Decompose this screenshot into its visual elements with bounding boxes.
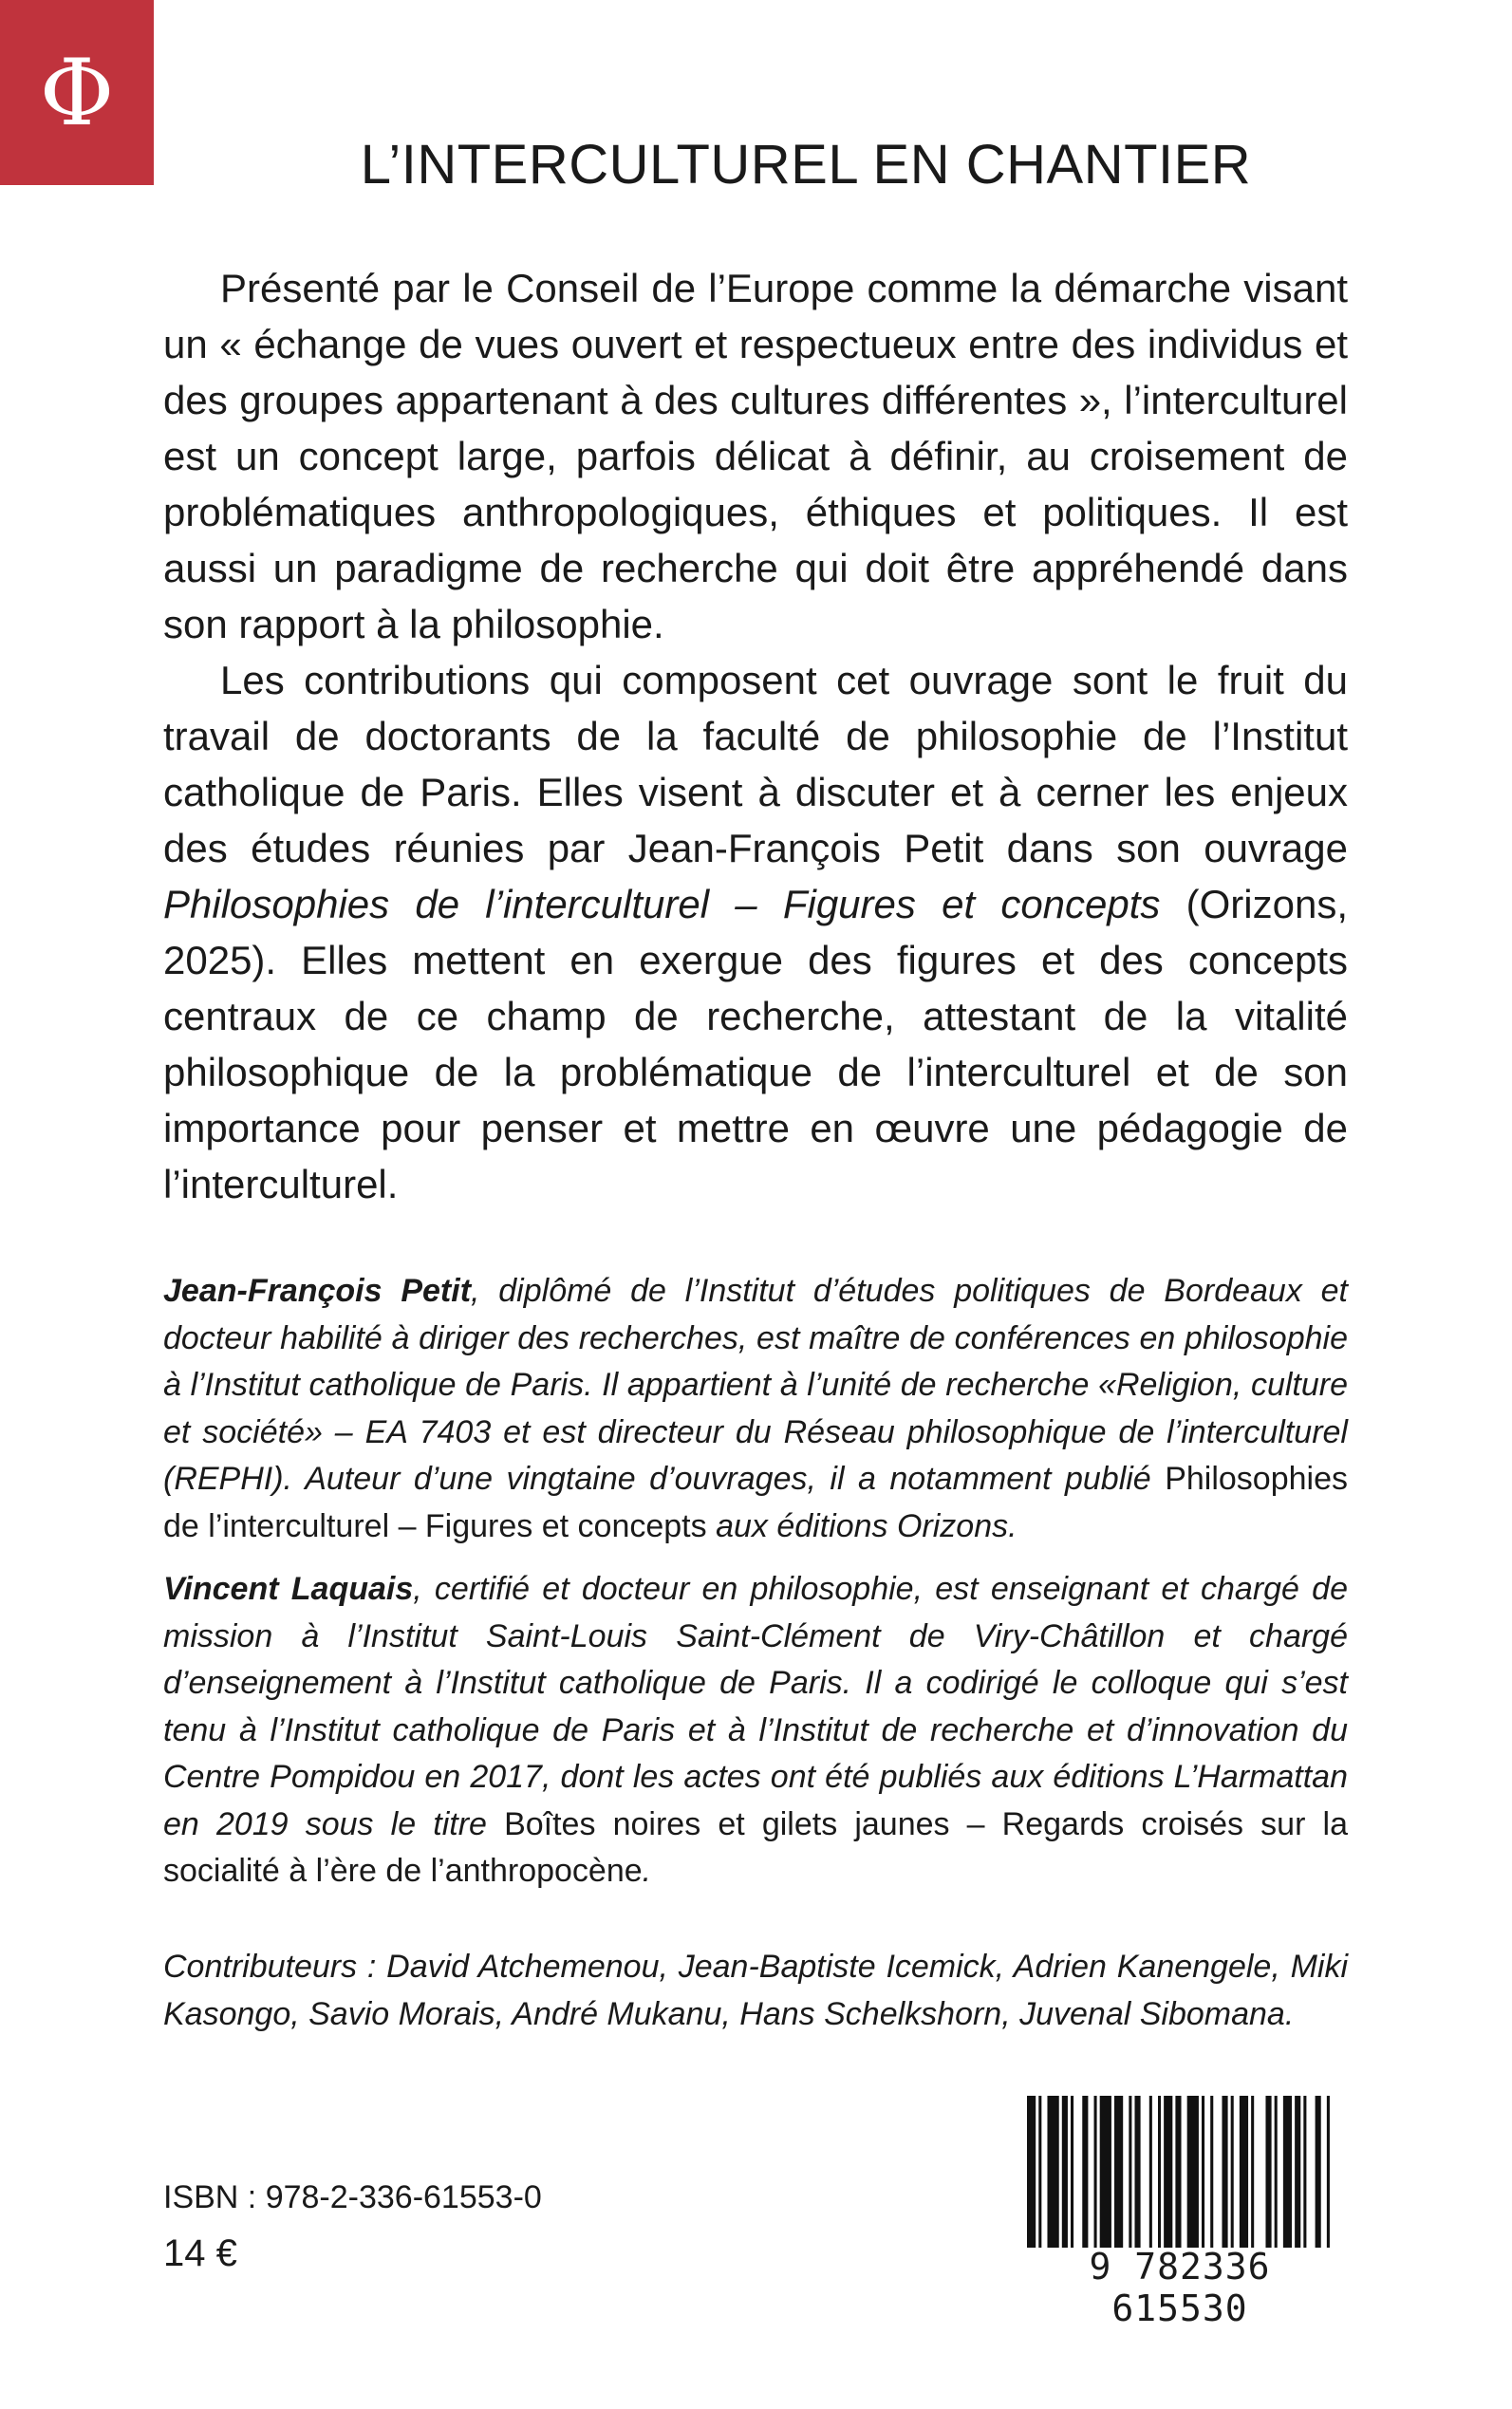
summary-paragraph-2 — [163, 652, 1348, 1212]
author-work-title: Philosophies de l’interculturel – Figures et concepts — [163, 1461, 1348, 1544]
summary-paragraph-1: Présenté par le Conseil de l’Europe comme la démarche visant un « échange de vues ouvert et respectueux entre des individus et des groupes appartenant à des cultures différentes », l’interculturel est un concept large, parfois délicat à définir, au croisement de problématiques anthropologiques, éthiques et politiques. Il est aussi un paradigme de recherche qui doit être appréhendé dans son rapport à la philosophie. — [163, 266, 1348, 646]
contributors-list: Contributeurs : David Atchemenou, Jean-Baptiste Icemick, Adrien Kanengele, Miki Kasongo, Savio Morais, André Mukanu, Hans Schelkshorn, Juvenal Sibomana. — [163, 1949, 1348, 2032]
author-bio-text: , diplômé de l’Institut d’études politiques de Bordeaux et docteur habilité à diriger des recherches, est maître de conférences en philosophie à l’Institut catholique de Paris. Il appartient à l’unité de recherche «Religion, culture et société» – EA 7403 et est directeur du Réseau philosophique de l’interculturel (REPHI). Auteur d’une vingtaine d’ouvrages, il a notamment publié — [163, 1273, 1348, 1497]
book-summary — [163, 260, 1348, 1212]
barcode-digits: 9 782336 615530 — [1089, 2246, 1271, 2329]
summary-text: Les contributions qui composent cet ouvrage sont le fruit du travail de doctorants de la faculté de philosophie de l’Institut catholique de Paris. Elles visent à discuter et à cerner les enjeux des études réunies par Jean-François Petit dans son ouvrage — [163, 658, 1348, 870]
phi-logo-icon: Φ — [39, 39, 115, 146]
summary-text: (Orizons, 2025). Elles mettent en exergue des figures et des concepts centraux de ce champ de recherche, attestant de la vitalité philosophique de la problématique de l’interculturel et de son importance pour penser et mettre en œuvre une pédagogie de l’interculturel. — [163, 882, 1349, 1206]
author-work-title: Boîtes noires et gilets jaunes – Regards croisés sur la socialité à l’ère de l’anthropocène — [163, 1805, 1348, 1889]
author-bio-text: . — [642, 1853, 652, 1889]
author-bio-2 — [163, 1566, 1348, 1895]
author-name: Vincent Laquais — [163, 1571, 414, 1607]
author-name: Jean-François Petit — [163, 1273, 472, 1309]
isbn: ISBN : 978-2-336-61553-0 — [163, 2179, 542, 2215]
barcode-bars-icon — [1023, 2096, 1336, 2248]
author-bio-1 — [163, 1268, 1348, 1550]
author-bios — [163, 1268, 1348, 1912]
barcode — [1023, 2096, 1336, 2329]
author-bio-text: , certifié et docteur en philosophie, est enseignant et chargé de mission à l’Institut Saint-Louis Saint-Clément de Viry-Châtillon et chargé d’enseignement à l’Institut catholique de Paris. Il a codirigé le colloque qui s’est tenu à l’Institut catholique de Paris et à l’Institut de recherche et d’innovation du Centre Pompidou en 2017, dont les actes ont été publiés aux éditions L’Harmattan en 2019 sous le titre — [163, 1571, 1349, 1842]
book-title: L’INTERCULTUREL EN CHANTIER — [360, 134, 1252, 196]
referenced-book-title: Philosophies de l’interculturel – Figures et concepts — [163, 882, 1161, 926]
price: 14 € — [163, 2232, 237, 2274]
author-bio-text: aux éditions Orizons. — [706, 1507, 1017, 1544]
